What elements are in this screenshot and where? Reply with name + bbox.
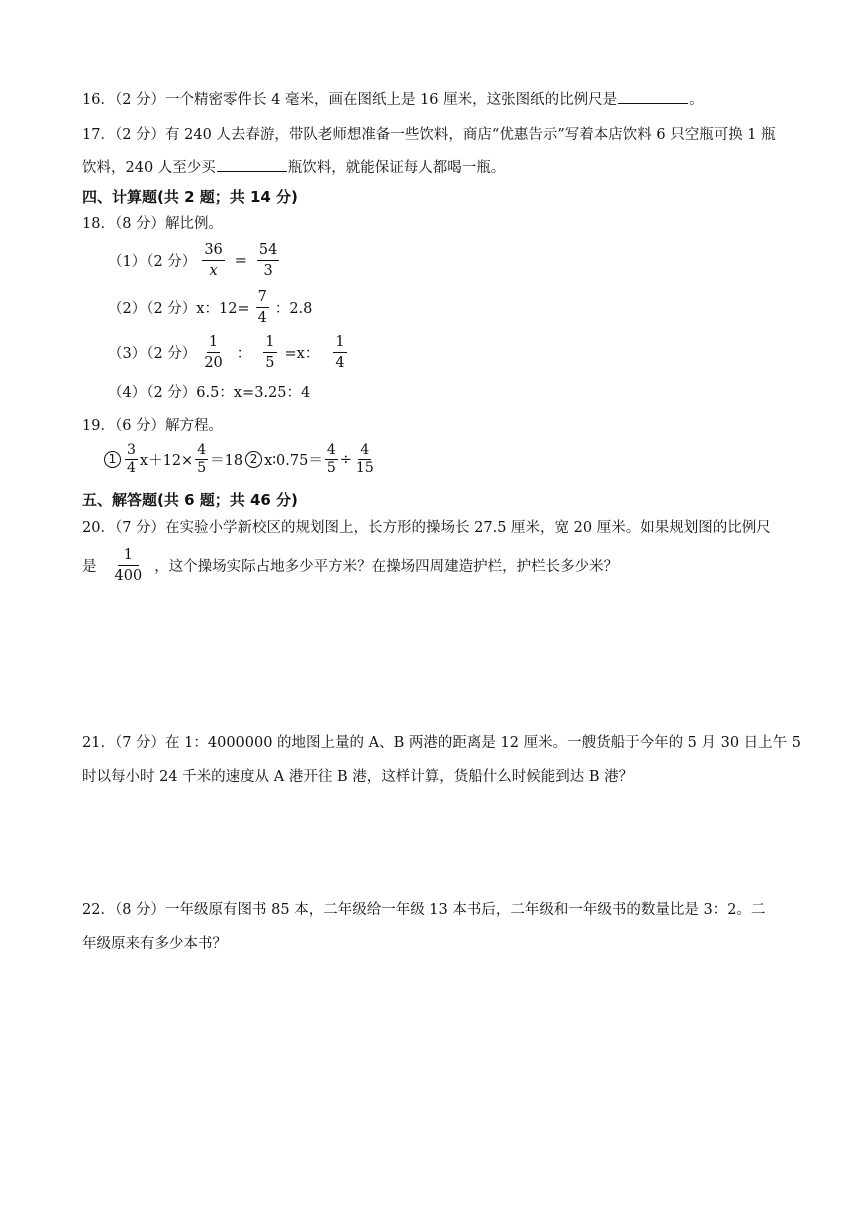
question-17-line1: 17．（2 分）有 240 人去春游，带队老师想准备一些饮料，商店“优惠告示”写着本店饮料 6 只空瓶可换 1 瓶 bbox=[82, 127, 776, 143]
q20-line2-prefix: 是 bbox=[82, 559, 97, 575]
question-17-line2 bbox=[82, 157, 505, 178]
q19-e1-f1-num: 3 bbox=[127, 442, 136, 458]
question-20-line1: 20．（7 分）在实验小学新校区的规划图上，长方形的操场长 27.5 厘米，宽 20 厘米。如果规划图的比例尺 bbox=[82, 520, 771, 536]
q18-part4: （4）（2 分）6.5：x=3.25：4 bbox=[108, 385, 311, 401]
q18-p1-f1-den: x bbox=[209, 263, 218, 279]
q18-p3-fraction-3 bbox=[333, 332, 346, 373]
q18-p1-f2-num: 54 bbox=[257, 240, 279, 261]
q18-p3-label: （3）（2 分） bbox=[108, 346, 197, 362]
q19-e1-f2-den: 5 bbox=[197, 460, 207, 476]
q20-scale-fraction bbox=[113, 545, 145, 586]
q18-p2-fraction bbox=[256, 287, 269, 328]
q19-e2-head: x∶0.75＝ bbox=[264, 453, 323, 469]
q17-text: 饮料，240 人至少买 bbox=[82, 160, 216, 176]
question-22-line2: 年级原来有多少本书？ bbox=[82, 936, 227, 952]
q16-suffix: 。 bbox=[689, 92, 704, 108]
q19-e2-f1-num: 4 bbox=[326, 442, 336, 458]
q18-p1-equals: = bbox=[234, 252, 247, 269]
q20-line2-suffix: ，这个操场实际占地多少平方米？在操场四周建造护栏，护栏长多少米？ bbox=[154, 559, 619, 575]
q18-p1-fraction-1 bbox=[202, 240, 224, 281]
q19-e1-mid: x＋12× bbox=[139, 453, 194, 469]
q18-p3-f3-num: 1 bbox=[333, 332, 346, 353]
q19-e2-fraction-2 bbox=[354, 442, 376, 477]
q19-e2-op: ÷ bbox=[339, 451, 352, 468]
q19-e1-tail: ＝18 bbox=[210, 453, 244, 469]
q18-part2 bbox=[108, 287, 312, 328]
section-5-title: 五、解答题(共 6 题；共 46 分) bbox=[82, 491, 298, 509]
q19-e1-f2-num: 4 bbox=[197, 442, 207, 458]
q18-p3-sep2: =x： bbox=[284, 346, 320, 362]
q19-e1-fraction-1 bbox=[125, 442, 138, 477]
q18-p1-label: （1）（2 分） bbox=[108, 254, 197, 270]
q20-f-den: 400 bbox=[114, 568, 143, 584]
q18-part1 bbox=[108, 240, 285, 281]
question-16 bbox=[82, 89, 704, 110]
question-21-line2: 时以每小时 24 千米的速度从 A 港开往 B 港，这样计算，货船什么时候能到达 B 港？ bbox=[82, 769, 634, 785]
q18-p2-f-num: 7 bbox=[256, 287, 269, 308]
q19-e2-f1-den: 5 bbox=[326, 460, 336, 476]
q18-p3-sep1: ： bbox=[236, 346, 252, 362]
q19-e1-f1-den: 4 bbox=[127, 460, 136, 476]
q18-part3 bbox=[108, 332, 353, 373]
q19-e2-f2-den: 15 bbox=[355, 460, 374, 476]
q18-p2-tail: ：2.8 bbox=[274, 301, 313, 317]
q19-equations bbox=[102, 442, 378, 477]
q18-p3-f3-den: 4 bbox=[335, 355, 345, 371]
q19-eq2-mark: 2 bbox=[245, 451, 262, 468]
section-4-title: 四、计算题(共 2 题；共 14 分) bbox=[82, 188, 298, 206]
q18-p1-fraction-2 bbox=[257, 240, 279, 281]
q18-p1-f2-den: 3 bbox=[263, 263, 273, 279]
q18-p3-f2-den: 5 bbox=[265, 355, 275, 371]
q18-p3-f2-num: 1 bbox=[263, 332, 276, 353]
question-21-line1: 21．（7 分）在 1：4000000 的地图上量的 A、B 两港的距离是 12 厘米。一艘货船于今年的 5 月 30 日上午 5 bbox=[82, 735, 802, 751]
question-18-title: 18．（8 分）解比例。 bbox=[82, 216, 224, 232]
q18-p3-f1-den: 20 bbox=[204, 355, 223, 371]
q19-e1-fraction-2 bbox=[195, 442, 208, 477]
q16-answer-blank[interactable] bbox=[618, 89, 688, 104]
q19-eq1-mark: 1 bbox=[104, 451, 121, 468]
q19-e2-fraction-1 bbox=[325, 442, 338, 477]
q18-p3-fraction-1 bbox=[202, 332, 224, 373]
q18-p2-label: （2）（2 分）x：12= bbox=[108, 301, 250, 317]
q16-text: 16．（2 分）一个精密零件长 4 毫米，画在图纸上是 16 厘米，这张图纸的比例尺是 bbox=[82, 92, 618, 108]
q20-f-num: 1 bbox=[118, 545, 139, 566]
q19-e2-f2-num: 4 bbox=[360, 442, 370, 458]
q18-p3-f1-num: 1 bbox=[207, 332, 220, 353]
question-19-title: 19．（6 分）解方程。 bbox=[82, 418, 224, 434]
q18-p1-f1-num: 36 bbox=[202, 240, 224, 261]
q17-suffix: 瓶饮料，就能保证每人都喝一瓶。 bbox=[287, 160, 506, 176]
q18-p2-f-den: 4 bbox=[257, 310, 267, 326]
q18-p3-fraction-2 bbox=[263, 332, 276, 373]
question-20-line2 bbox=[82, 545, 618, 586]
q17-answer-blank[interactable] bbox=[217, 157, 287, 172]
question-22-line1: 22．（8 分）一年级原有图书 85 本，二年级给一年级 13 本书后，二年级和一年级书的数量比是 3：2。二 bbox=[82, 902, 766, 918]
